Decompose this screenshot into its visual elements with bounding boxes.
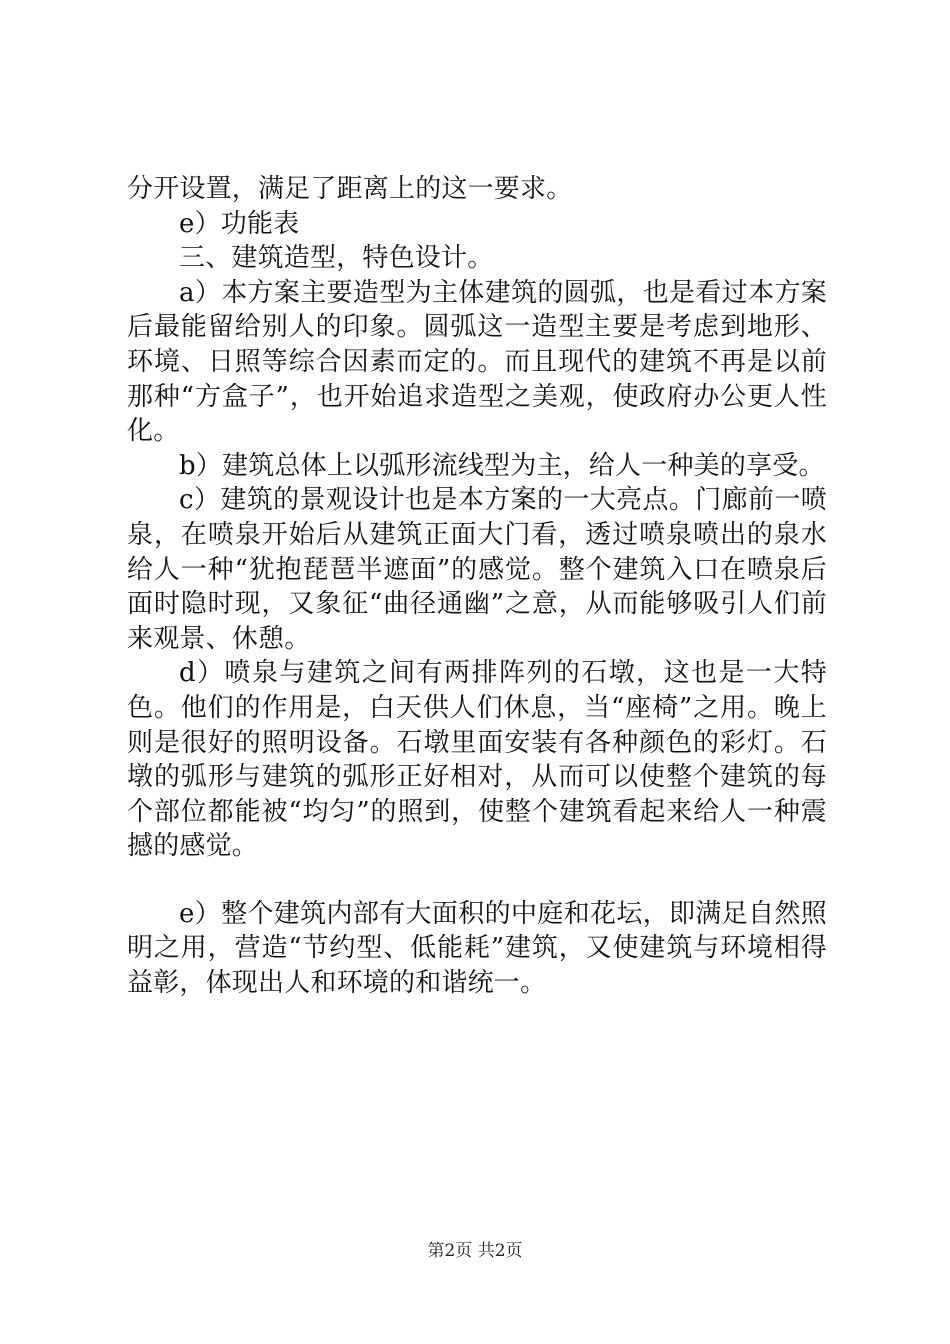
paragraph-b-streamline: b）建筑总体上以弧形流线型为主，给人一种美的享受。 <box>179 450 825 481</box>
paragraph-c-landscape: c）建筑的景观设计也是本方案的一大亮点。门廊前一喷泉，在喷泉开始后从建筑正面大门看，透过喷泉喷出的泉水给人一种“犹抱琵琶半遮面”的感觉。整个建筑入口在喷泉后面时隐时现，又象征“曲径通幽”之意，从而能够吸引人们前来观景、休憩。 <box>127 485 827 654</box>
paragraph-d-stone-piers: d）喷泉与建筑之间有两排阵列的石墩，这也是一大特色。他们的作用是，白天供人们休息，当“座椅”之用。晚上则是很好的照明设备。石墩里面安装有各种颜色的彩灯。石墩的弧形与建筑的弧形正好相对，从而可以使整个建筑的每个部位都能被“均匀”的照到，使整个建筑看起来给人一种震撼的感觉。 <box>127 658 827 862</box>
paragraph-function-table: e）功能表 <box>179 208 300 239</box>
page-body <box>127 172 827 1001</box>
paragraph-a-arc-form: a）本方案主要造型为主体建筑的圆弧，也是看过本方案后最能留给别人的印象。圆弧这一造型主要是考虑到地形、环境、日照等综合因素而定的。而且现代的建筑不再是以前那种“方盒子”，也开始追求造型之美观，使政府办公更人性化。 <box>127 277 827 447</box>
paragraph-e-atrium: e）整个建筑内部有大面积的中庭和花坛，即满足自然照明之用，营造“节约型、低能耗”建筑，又使建筑与环境相得益彰，体现出人和环境的和谐统一。 <box>127 898 827 999</box>
paragraph-continuation: 分开设置，满足了距离上的这一要求。 <box>127 174 573 204</box>
page-footer: 第2页 共2页 <box>427 1241 523 1261</box>
paragraph-spacer <box>127 864 827 897</box>
section-heading-architectural-form: 三、建筑造型，特色设计。 <box>179 243 494 274</box>
